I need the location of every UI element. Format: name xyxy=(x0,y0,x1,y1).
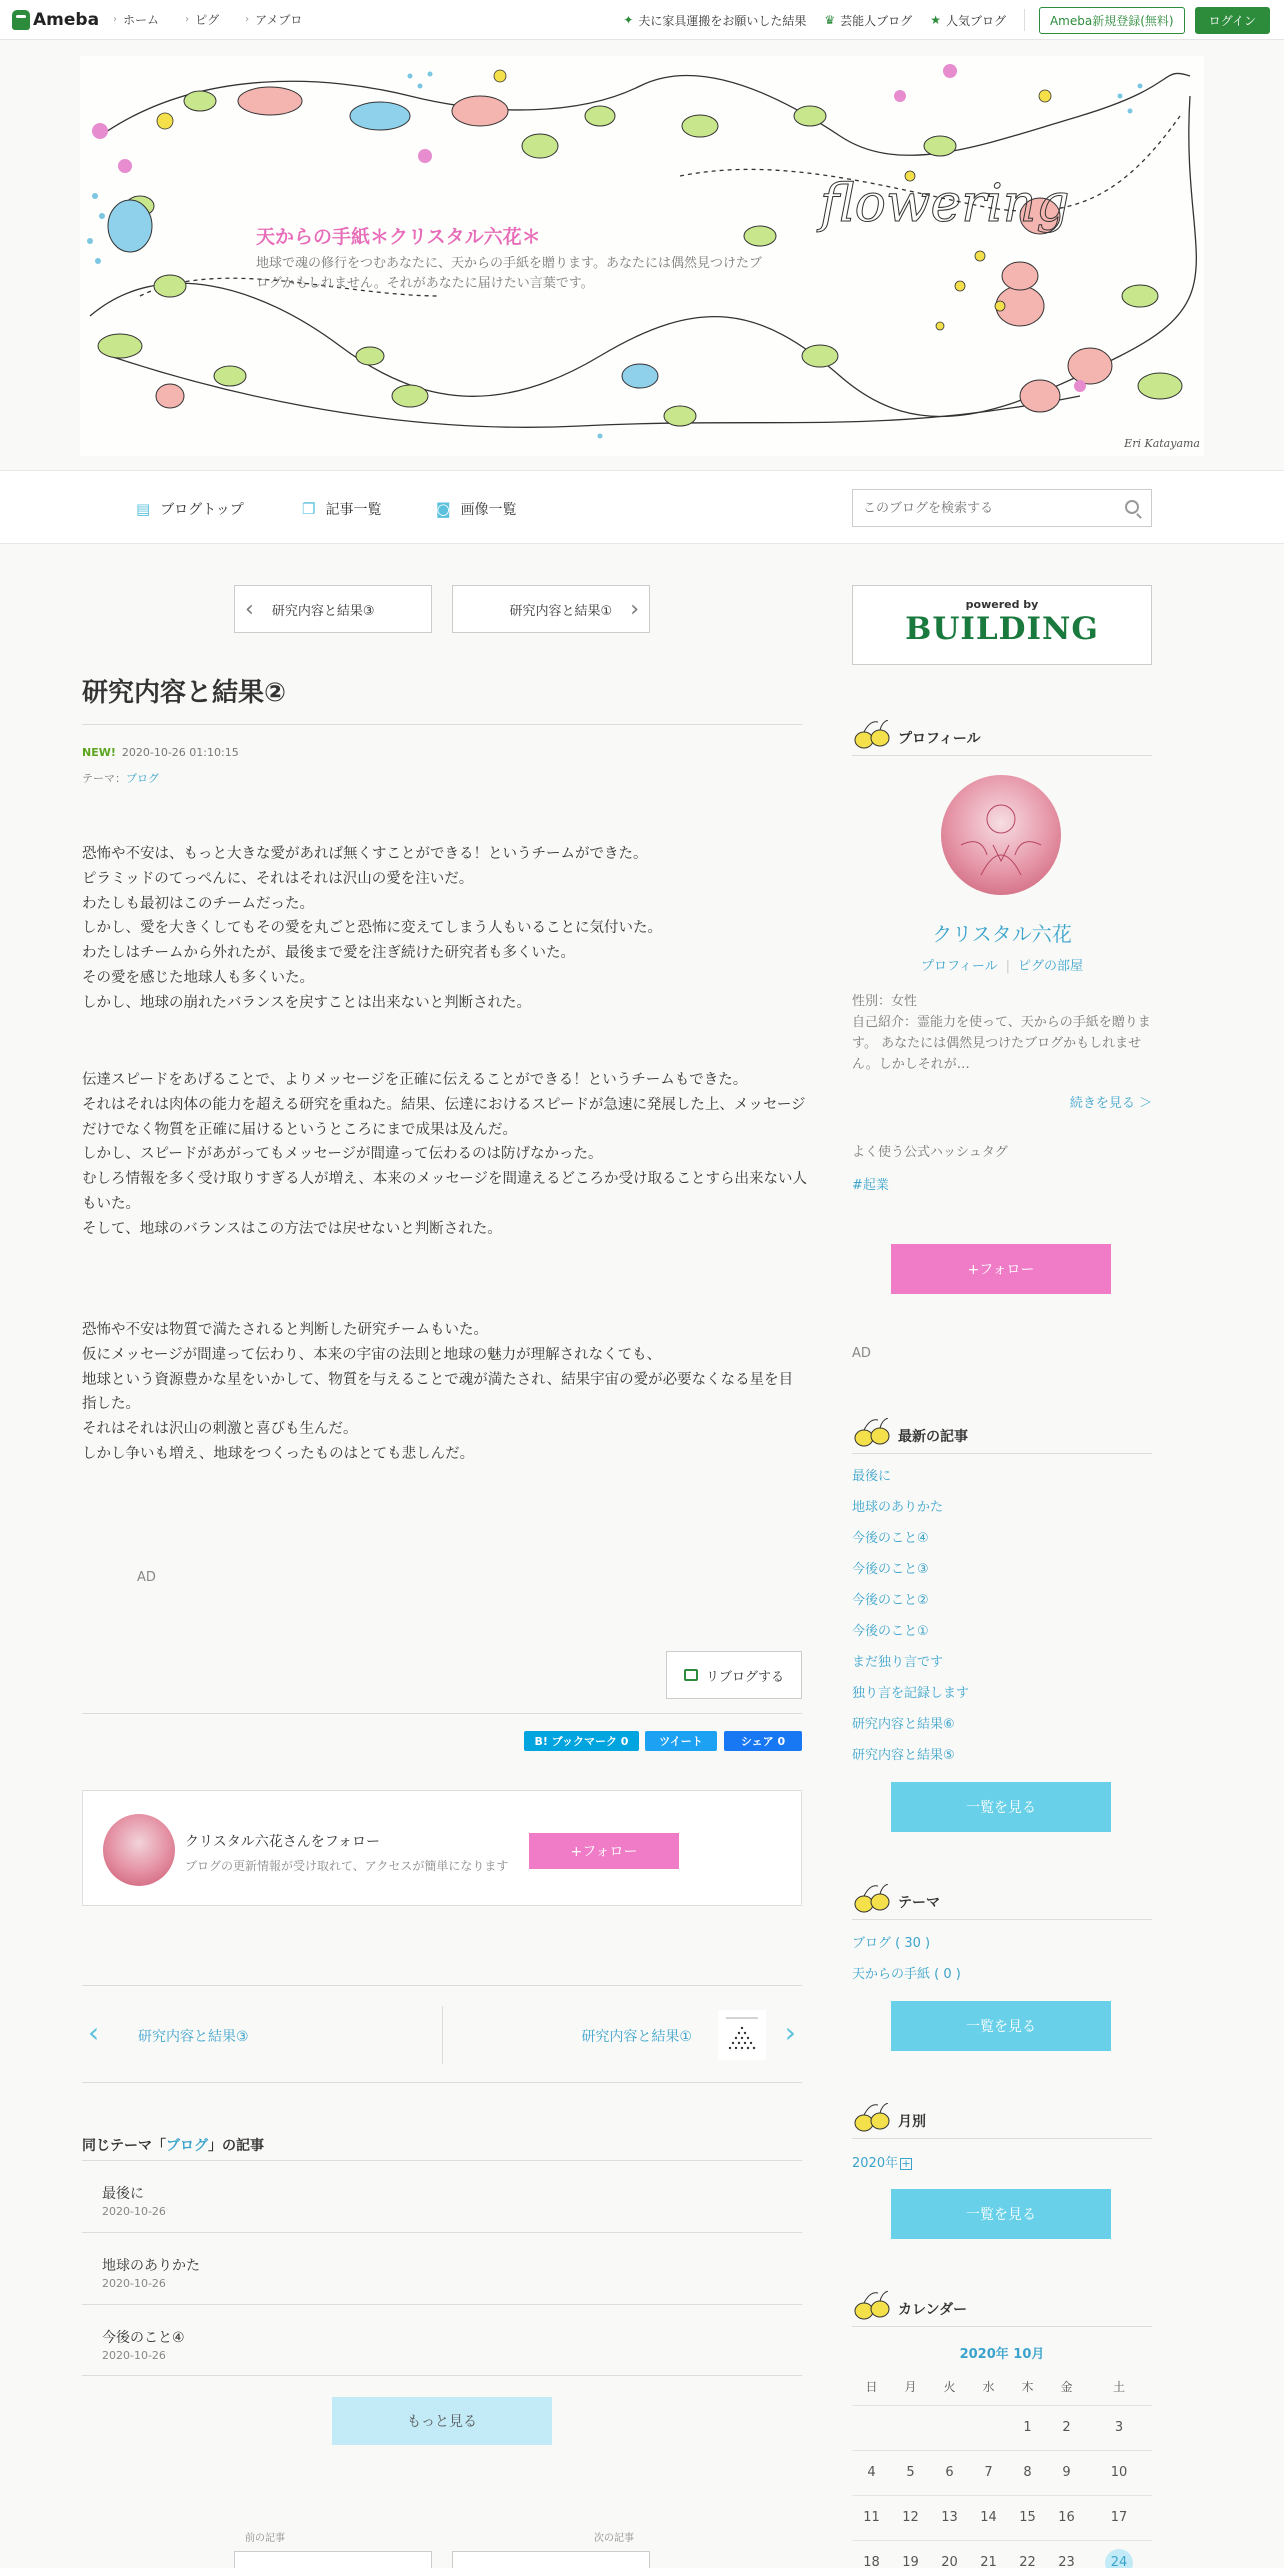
same-theme-heading: 同じテーマ「ブログ」の記事 xyxy=(82,2138,264,2154)
calendar-heading: カレンダー xyxy=(852,2283,1152,2327)
list-item[interactable]: 最後に 2020-10-26 xyxy=(82,2160,802,2232)
building-ad[interactable]: powered by BUILDING xyxy=(852,585,1152,665)
calendar-week xyxy=(852,2495,1152,2540)
ad-label: AD xyxy=(852,1346,871,1361)
today-marker: 24 xyxy=(1105,2549,1133,2568)
recent-entry-link[interactable]: まだ独り言です xyxy=(852,1655,944,1670)
monthly-list-button[interactable]: 一覧を見る xyxy=(891,2189,1111,2239)
calendar-day[interactable]: 18 xyxy=(852,2540,891,2568)
calendar-day[interactable]: 15 xyxy=(1008,2495,1047,2540)
document-icon: ▤ xyxy=(136,500,151,518)
theme-list xyxy=(852,1928,1152,1990)
prev-entry-top[interactable]: ‹ 研究内容と結果③ xyxy=(234,585,432,633)
celebrity-blog-link[interactable]: ♛ 芸能人ブログ xyxy=(824,13,913,28)
calendar-day[interactable]: 16 xyxy=(1047,2495,1086,2540)
more-button[interactable]: もっと見る xyxy=(332,2397,552,2445)
nav-ameblo[interactable]: › アメブロ xyxy=(245,13,303,27)
profile-heading: プロフィール xyxy=(852,712,1152,756)
calendar-day[interactable]: 8 xyxy=(1008,2450,1047,2495)
login-button[interactable]: ログイン xyxy=(1195,7,1270,34)
blog-title[interactable]: 天からの手紙＊クリスタル六花＊ xyxy=(256,226,541,248)
blog-nav xyxy=(0,470,1284,544)
camera-icon: ◙ xyxy=(436,500,451,518)
calendar-day xyxy=(930,2405,969,2450)
next-entry-top[interactable]: 研究内容と結果① › xyxy=(452,585,650,633)
follow-title: クリスタル六花さんをフォロー xyxy=(185,1834,381,1850)
calendar-day[interactable]: 23 xyxy=(1047,2540,1086,2568)
author-avatar[interactable] xyxy=(103,1814,175,1886)
profile-avatar[interactable] xyxy=(941,775,1061,895)
prev-entry-link[interactable]: 研究内容と結果③ xyxy=(138,2029,249,2045)
calendar xyxy=(852,2341,1152,2568)
calendar-day xyxy=(852,2405,891,2450)
pyramid-thumbnail-image xyxy=(718,2010,766,2060)
nav-pigg[interactable]: › ピグ xyxy=(185,13,220,27)
ameba-frog-icon xyxy=(12,10,30,30)
hashtag-heading: よく使う公式ハッシュタグ xyxy=(852,1145,1008,1160)
calendar-day[interactable]: 9 xyxy=(1047,2450,1086,2495)
calendar-day[interactable]: 3 xyxy=(1086,2405,1152,2450)
list-item[interactable]: 今後のこと④ 2020-10-26 xyxy=(82,2304,802,2376)
calendar-day[interactable] xyxy=(1086,2540,1152,2568)
chevron-left-icon: ‹ xyxy=(245,596,254,622)
global-nav xyxy=(113,11,328,28)
hatena-bookmark-button[interactable]: B! ブックマーク 0 xyxy=(524,1731,639,1751)
recent-heading: 最新の記事 xyxy=(852,1410,1152,1454)
calendar-day[interactable]: 20 xyxy=(930,2540,969,2568)
prev-entry-box[interactable] xyxy=(234,2551,432,2568)
profile-gender: 性別：女性 xyxy=(852,994,918,1009)
calendar-day[interactable]: 13 xyxy=(930,2495,969,2540)
pigg-room-link[interactable]: ピグの部屋 xyxy=(1018,959,1084,974)
angel-illustration xyxy=(941,775,1061,895)
entry-pager xyxy=(82,1985,802,2083)
entry-theme: テーマ：ブログ xyxy=(82,772,159,785)
reblog-button[interactable]: リブログする xyxy=(666,1651,802,1699)
nav-entry-list[interactable]: ❐ 記事一覧 xyxy=(302,500,382,518)
follow-card xyxy=(82,1790,802,1906)
ameba-logo[interactable]: Ameba xyxy=(12,10,99,30)
blog-description: 地球で魂の修行をつむあなたに、天からの手紙を贈ります。あなたには偶然見つけたブログかもしれません。それがあなたに届けたい言葉です。 xyxy=(256,256,762,291)
entry-paragraph-2: 伝達スピードをあげることで、よりメッセージを正確に伝えることができる！というチームもできた。 それはそれは肉体の能力を超える研究を重ねた。結果、伝達におけるスピードが急速に発展した上、メッセージだけでなく物質を正確に届けるというところにまで成果は及んだ。 しかし、スピードがあがってもメッセージが間違って伝わるのは防げなかった。 むしろ情報を多く受け取りすぎる人が増え、本来のメッセージを間違えるどころか受け取ることすら出来ない人もいた。 そして、地球のバランスはこの方法では戻せないと判断された。 xyxy=(82,1072,807,1237)
flowering-lettering: flowering xyxy=(820,174,1070,234)
same-theme-link[interactable]: ブログ xyxy=(166,2138,208,2154)
next-entry-thumbnail[interactable] xyxy=(718,2010,766,2060)
prev-entry-label: 前の記事 xyxy=(245,2533,285,2544)
theme-list-button[interactable]: 一覧を見る xyxy=(891,2001,1111,2051)
theme-link[interactable]: ブログ xyxy=(126,772,159,785)
blog-header-image[interactable] xyxy=(80,56,1204,456)
recent-entry-link[interactable]: 今後のこと④ xyxy=(852,1531,929,1546)
profile-intro: 自己紹介：霊能力を使って、天からの手紙を贈ります。 あなたには偶然見つけたブログかもしれません。しかしそれが… xyxy=(852,1015,1151,1072)
star-icon: ★ xyxy=(930,13,941,27)
chevron-right-icon: › xyxy=(185,14,190,25)
calendar-week xyxy=(852,2405,1152,2450)
entry-meta xyxy=(82,746,239,759)
list-item[interactable]: 地球のありかた 2020-10-26 xyxy=(82,2232,802,2304)
chevron-left-icon[interactable]: ‹ xyxy=(88,2016,100,2049)
calendar-day[interactable]: 1 xyxy=(1008,2405,1047,2450)
chevron-right-icon: › xyxy=(630,596,639,622)
divider xyxy=(1024,9,1025,31)
next-entry-link[interactable]: 研究内容と結果① xyxy=(581,2029,692,2045)
calendar-month: 2020年 10月 xyxy=(959,2347,1045,2362)
tweet-button[interactable]: ツイート xyxy=(645,1731,717,1751)
bell-icon xyxy=(852,720,892,750)
calendar-day[interactable]: 19 xyxy=(891,2540,930,2568)
calendar-table: 日 月 火 水 木 金 土 1 2 3 4 5 6 7 8 9 10 11 12 13 14 15 16 17 18 19 20 21 22 23 24 xyxy=(852,2369,1152,2568)
calendar-day[interactable]: 5 xyxy=(891,2450,930,2495)
calendar-day[interactable]: 22 xyxy=(1008,2540,1047,2568)
reblog-icon xyxy=(684,1669,698,1681)
nav-image-list[interactable]: ◙ 画像一覧 xyxy=(436,500,517,518)
calendar-day[interactable]: 17 xyxy=(1086,2495,1152,2540)
calendar-day xyxy=(891,2405,930,2450)
next-entry-box[interactable] xyxy=(452,2551,650,2568)
monthly-list xyxy=(852,2148,1152,2179)
follow-description: ブログの更新情報が受け取れて、アクセスが簡単になります xyxy=(185,1859,509,1873)
recent-entry-link[interactable]: 今後のこと② xyxy=(852,1593,929,1608)
search-input[interactable] xyxy=(853,490,1103,526)
recent-entry-link[interactable]: 研究内容と結果⑥ xyxy=(852,1717,955,1732)
theme-link[interactable]: ブログ ( 30 ) xyxy=(852,1936,931,1951)
entry-title[interactable]: 研究内容と結果② xyxy=(82,678,287,708)
blog-search xyxy=(852,489,1152,527)
chevron-right-icon[interactable]: › xyxy=(784,2016,796,2049)
recent-entry-link[interactable]: 独り言を記録します xyxy=(852,1686,970,1701)
calendar-day[interactable]: 11 xyxy=(852,2495,891,2540)
artist-signature: Eri Katayama xyxy=(1124,437,1200,450)
crown-icon: ♛ xyxy=(824,13,836,27)
recent-list-button[interactable]: 一覧を見る xyxy=(891,1782,1111,1832)
profile-links: プロフィール | ピグの部屋 xyxy=(920,959,1084,974)
calendar-day[interactable]: 12 xyxy=(891,2495,930,2540)
calendar-day[interactable]: 21 xyxy=(969,2540,1008,2568)
recent-entry-link[interactable]: 今後のこと③ xyxy=(852,1562,929,1577)
recent-entry-link[interactable]: 最後に xyxy=(852,1469,892,1484)
calendar-week xyxy=(852,2450,1152,2495)
bell-icon xyxy=(852,1418,892,1448)
global-header xyxy=(0,0,1284,40)
calendar-day[interactable]: 2 xyxy=(1047,2405,1086,2450)
recent-entry-link[interactable]: 研究内容と結果⑤ xyxy=(852,1748,955,1763)
register-button[interactable]: Ameba新規登録(無料) xyxy=(1039,7,1185,34)
nav-home[interactable]: › ホーム xyxy=(113,13,160,27)
entry-paragraph-1: 恐怖や不安は、もっと大きな愛があれば無くすことができる！というチームができた。 ピラミッドのてっぺんに、それはそれは沢山の愛を注いだ。 わたしも最初はこのチームだった。 しかし、愛を大きくしてもその愛を丸ごと恐怖に変えてしまう人もいることに気付いた。 わたしはチームから外れたが、最後まで愛を注ぎ続けた研究者も多くいた。 その愛を感じた地球人も多くいた。 しかし、地球の崩れたバランスを戻すことは出来ないと判断された。 xyxy=(82,846,662,1011)
follow-button[interactable]: +フォロー xyxy=(529,1833,679,1869)
calendar-week xyxy=(852,2540,1152,2568)
recent-entries xyxy=(852,1461,1152,1771)
calendar-day[interactable]: 10 xyxy=(1086,2450,1152,2495)
chevron-right-icon: › xyxy=(113,14,118,25)
expand-icon[interactable]: + xyxy=(901,2157,911,2170)
theme-link[interactable]: 天からの手紙 ( 0 ) xyxy=(852,1967,961,1982)
profile-link[interactable]: プロフィール xyxy=(920,959,998,974)
theme-heading: テーマ xyxy=(852,1876,1152,1920)
bell-icon xyxy=(852,2103,892,2133)
building-logo: BUILDING xyxy=(905,611,1099,647)
entry-paragraph-3: 恐怖や不安は物質で満たされると判断した研究チームもいた。 仮にメッセージが間違って伝わり、本来の宇宙の法則と地球の魅力が理解されなくても、 地球という資源豊かな星をいかして、物質を与えることで魂が満たされ、結果宇宙の愛が必要なくなる星を目指した。 それはそれは沢山の刺激と喜びも生んだ。 しかし争いも増え、地球をつくったものはとても悲しんだ。 xyxy=(82,1322,794,1462)
next-entry-label: 次の記事 xyxy=(594,2533,634,2544)
copy-icon: ❐ xyxy=(302,500,316,518)
monthly-heading: 月別 xyxy=(852,2095,1152,2139)
monthly-link[interactable]: 2020年 + xyxy=(852,2156,911,2171)
read-more-link[interactable]: 続きを見る ＞ xyxy=(1069,1096,1152,1111)
calendar-day[interactable]: 6 xyxy=(930,2450,969,2495)
recent-entry-link[interactable]: 地球のありかた xyxy=(852,1500,944,1515)
calendar-day[interactable]: 4 xyxy=(852,2450,891,2495)
entry-datetime: 2020-10-26 01:10:15 xyxy=(121,746,239,759)
nav-blog-top[interactable]: ▤ ブログトップ xyxy=(136,500,244,518)
recent-entry-link[interactable]: 今後のこと① xyxy=(852,1624,929,1639)
ad-label: AD xyxy=(137,1570,156,1585)
popular-blog-link[interactable]: ★ 人気ブログ xyxy=(930,13,1006,28)
sidebar-follow-button[interactable]: +フォロー xyxy=(891,1244,1111,1294)
facebook-share-button[interactable]: シェア 0 xyxy=(724,1731,802,1751)
profile-name[interactable]: クリスタル六花 xyxy=(932,922,1072,946)
divider xyxy=(82,724,802,725)
new-badge: NEW! xyxy=(82,746,116,759)
calendar-day xyxy=(969,2405,1008,2450)
search-icon[interactable] xyxy=(1125,500,1139,514)
sparkle-icon: ✦ xyxy=(623,13,634,27)
profile-info xyxy=(852,991,1152,1075)
bell-icon xyxy=(852,2291,892,2321)
bell-icon xyxy=(852,1884,892,1914)
divider xyxy=(442,2006,443,2064)
calendar-day[interactable]: 7 xyxy=(969,2450,1008,2495)
hashtag-link[interactable]: #起業 xyxy=(852,1178,889,1193)
calendar-day[interactable]: 14 xyxy=(969,2495,1008,2540)
chevron-right-icon: › xyxy=(245,14,250,25)
divider xyxy=(82,1713,802,1714)
same-theme-list xyxy=(82,2160,802,2376)
featured-link[interactable]: ✦ 夫に家具運搬をお願いした結果 xyxy=(623,13,807,28)
header-links xyxy=(623,0,1284,40)
